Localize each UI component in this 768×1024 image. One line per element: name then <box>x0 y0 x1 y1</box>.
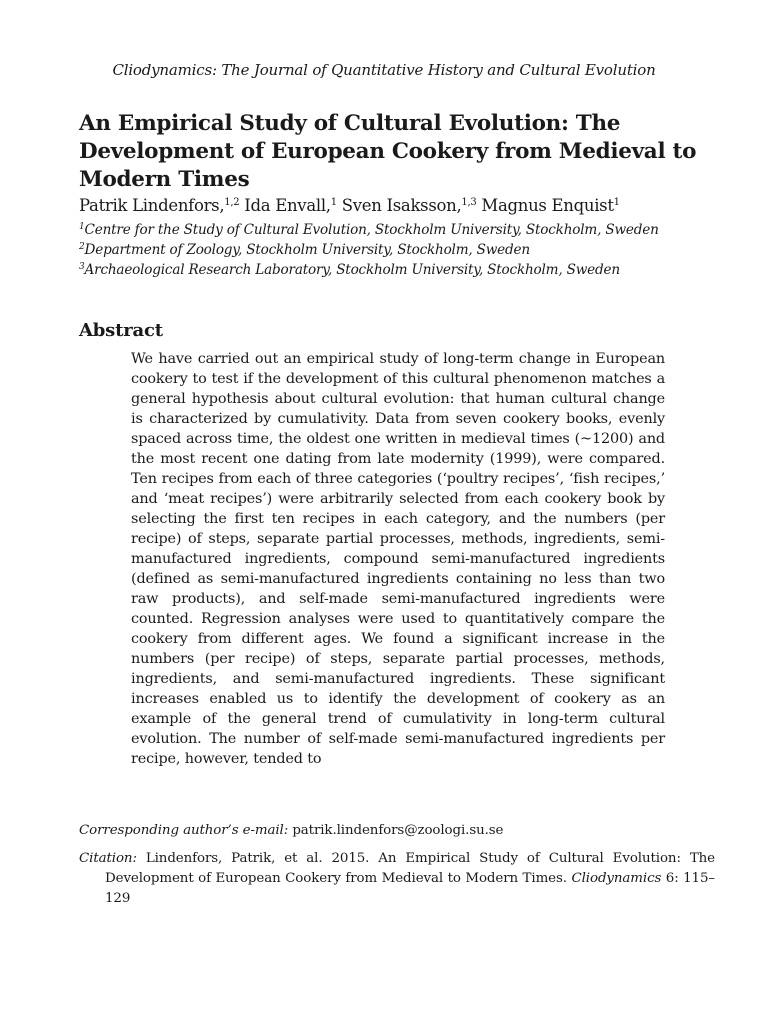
affiliation-line <box>79 220 739 240</box>
affiliation-text: Department of Zoology, Stockholm University, Stockholm, Sweden <box>84 242 530 258</box>
author-name: Ida Envall, <box>244 196 331 215</box>
abstract-heading: Abstract <box>79 320 163 341</box>
corresponding-author-email[interactable]: patrik.lindenfors@zoologi.su.se <box>292 823 504 838</box>
affiliation-number: 3 <box>79 262 85 272</box>
author-list <box>79 195 719 217</box>
citation-text: Lindenfors, Patrik, et al. 2015. An Empirical Study of Cultural Evolution: The Development of European Cookery from Medieval to Modern Times. <box>105 851 715 886</box>
citation-label: Citation: <box>79 851 137 866</box>
affiliation-line <box>79 240 739 260</box>
corresponding-author <box>79 821 719 841</box>
affiliation-line <box>79 260 739 280</box>
affiliation-number: 1 <box>79 222 85 232</box>
affiliation-list <box>79 220 739 280</box>
author-affiliation-number: 1 <box>330 197 337 208</box>
author-affiliation-number: 1,3 <box>461 197 477 208</box>
author-name: Magnus Enquist <box>481 196 614 215</box>
corresponding-author-label: Corresponding author’s e-mail: <box>79 823 289 838</box>
author-affiliation-number: 1,2 <box>224 197 240 208</box>
paper-title: An Empirical Study of Cultural Evolution: The Development of European Cookery from Medieval to Modern Times <box>79 111 697 192</box>
affiliation-number: 2 <box>79 242 85 252</box>
author-name: Patrik Lindenfors, <box>79 196 225 215</box>
author-affiliation-number: 1 <box>613 197 620 208</box>
affiliation-text: Centre for the Study of Cultural Evolution, Stockholm University, Stockholm, Sweden <box>84 222 659 238</box>
author-name: Sven Isaksson, <box>341 196 462 215</box>
abstract-text: We have carried out an empirical study of long-term change in European cookery to test if the development of this cultural phenomenon matches a general hypothesis about cultural evolution: that human cultural change is characterized by cumulativity. Data from seven cookery books, evenly spaced across time, the oldest one written in medieval times (~1200) and the most recent one dating from late modernity (1999), were compared. Ten recipes from each of three categories (‘poultry recipes’, ‘fish recipes,’ and ‘meat recipes’) were arbitrarily selected from each cookery book by selecting the first ten recipes in each category, and the numbers (per recipe) of steps, separate partial processes, methods, ingredients, semi-manufactured ingredients, compound semi-manufactured ingredients (defined as semi-manufactured ingredients containing no less than two raw products), and self-made semi-manufactured ingredients were counted. Regression analyses were used to quantitatively compare the cookery from different ages. We found a significant increase in the numbers (per recipe) of steps, separate partial processes, methods, ingredients, and semi-manufactured ingredients. These significant increases enabled us to identify the development of cookery as an example of the general trend of cumulativity in long-term cultural evolution. The number of self-made semi-manufactured ingredients per recipe, however, tended to <box>131 351 665 767</box>
citation-journal: Cliodynamics <box>571 871 662 886</box>
citation <box>79 849 715 909</box>
journal-header: Cliodynamics: The Journal of Quantitative History and Cultural Evolution <box>112 61 656 79</box>
affiliation-text: Archaeological Research Laboratory, Stockholm University, Stockholm, Sweden <box>84 262 620 278</box>
citation-volume: 6: 115–129 <box>105 871 715 906</box>
